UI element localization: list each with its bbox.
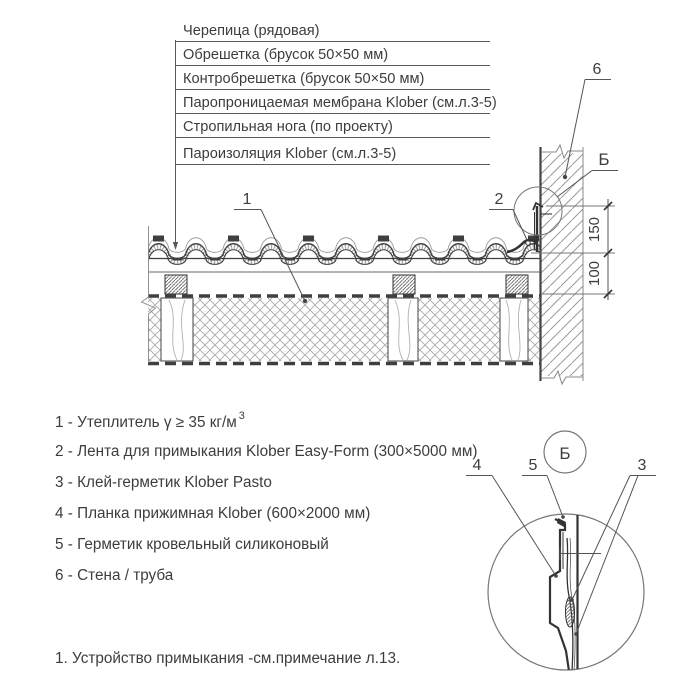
layer-label-counter-batten <box>175 66 490 90</box>
detail-title-label: Б <box>559 444 571 463</box>
layer-label-text: Стропильная нога (по проекту) <box>183 119 393 135</box>
footnote: 1. Устройство примыкания -см.примечание л.13. <box>55 650 401 667</box>
layer-label-text: Обрешетка (брусок 50×50 мм) <box>183 47 389 63</box>
detail-callout-5 <box>522 476 565 519</box>
legend-item-5: 5 - Герметик кровельный силиконовый <box>55 536 329 553</box>
callout-2 <box>489 210 527 241</box>
layer-label-text: Паропроницаемая мембрана Klober (см.л.3-5) <box>183 95 497 111</box>
legend-item-4: 4 - Планка прижимная Klober (600×2000 мм) <box>55 505 371 522</box>
layer-label-rafter <box>175 114 490 138</box>
dim-100: 100 <box>586 260 603 287</box>
detail-callout-5-label: 5 <box>528 457 538 474</box>
detail-flashing-profile <box>550 519 569 671</box>
layer-label-membrane <box>175 90 497 114</box>
layer-label-batten <box>175 42 490 66</box>
detail-callout-3-label: 3 <box>637 457 647 474</box>
legend-item-1-text: 1 - Утеплитель γ ≥ 35 кг/м <box>55 414 237 432</box>
layer-label-table <box>175 18 497 165</box>
tile-course <box>148 236 561 265</box>
legend-item-2: 2 - Лента для примыкания Klober Easy-Form (300×5000 мм) <box>55 443 478 460</box>
callout-6-label: 6 <box>592 61 602 78</box>
callout-1-label: 1 <box>242 191 252 208</box>
detail-mark-label: Б <box>598 150 610 169</box>
detail-callout-3 <box>570 476 656 636</box>
detail-boundary-circle <box>488 514 644 670</box>
detail-callout-4-label: 4 <box>472 457 482 474</box>
detail-callout-4 <box>466 476 558 578</box>
layer-label-vapour-barrier <box>175 138 490 165</box>
legend <box>55 412 477 598</box>
dim-150: 150 <box>586 216 603 243</box>
legend-item-1 <box>55 412 477 443</box>
detail-view <box>466 431 656 671</box>
detail-glue <box>566 597 575 627</box>
callout-2-label: 2 <box>494 191 504 208</box>
wall <box>541 145 584 384</box>
legend-item-3: 3 - Клей-герметик Klober Pasto <box>55 474 272 491</box>
legend-item-6: 6 - Стена / труба <box>55 567 174 584</box>
layer-label-text: Контробрешетка (брусок 50×50 мм) <box>183 71 425 87</box>
layer-label-text: Черепица (рядовая) <box>183 23 320 39</box>
layer-label-tile <box>175 18 490 42</box>
counter-batten-sections <box>165 275 528 294</box>
tile-interlock-caps <box>153 236 539 242</box>
legend-item-1-sup: 3 <box>238 410 245 422</box>
layer-label-text: Пароизоляция Klober (см.л.3-5) <box>183 146 397 162</box>
